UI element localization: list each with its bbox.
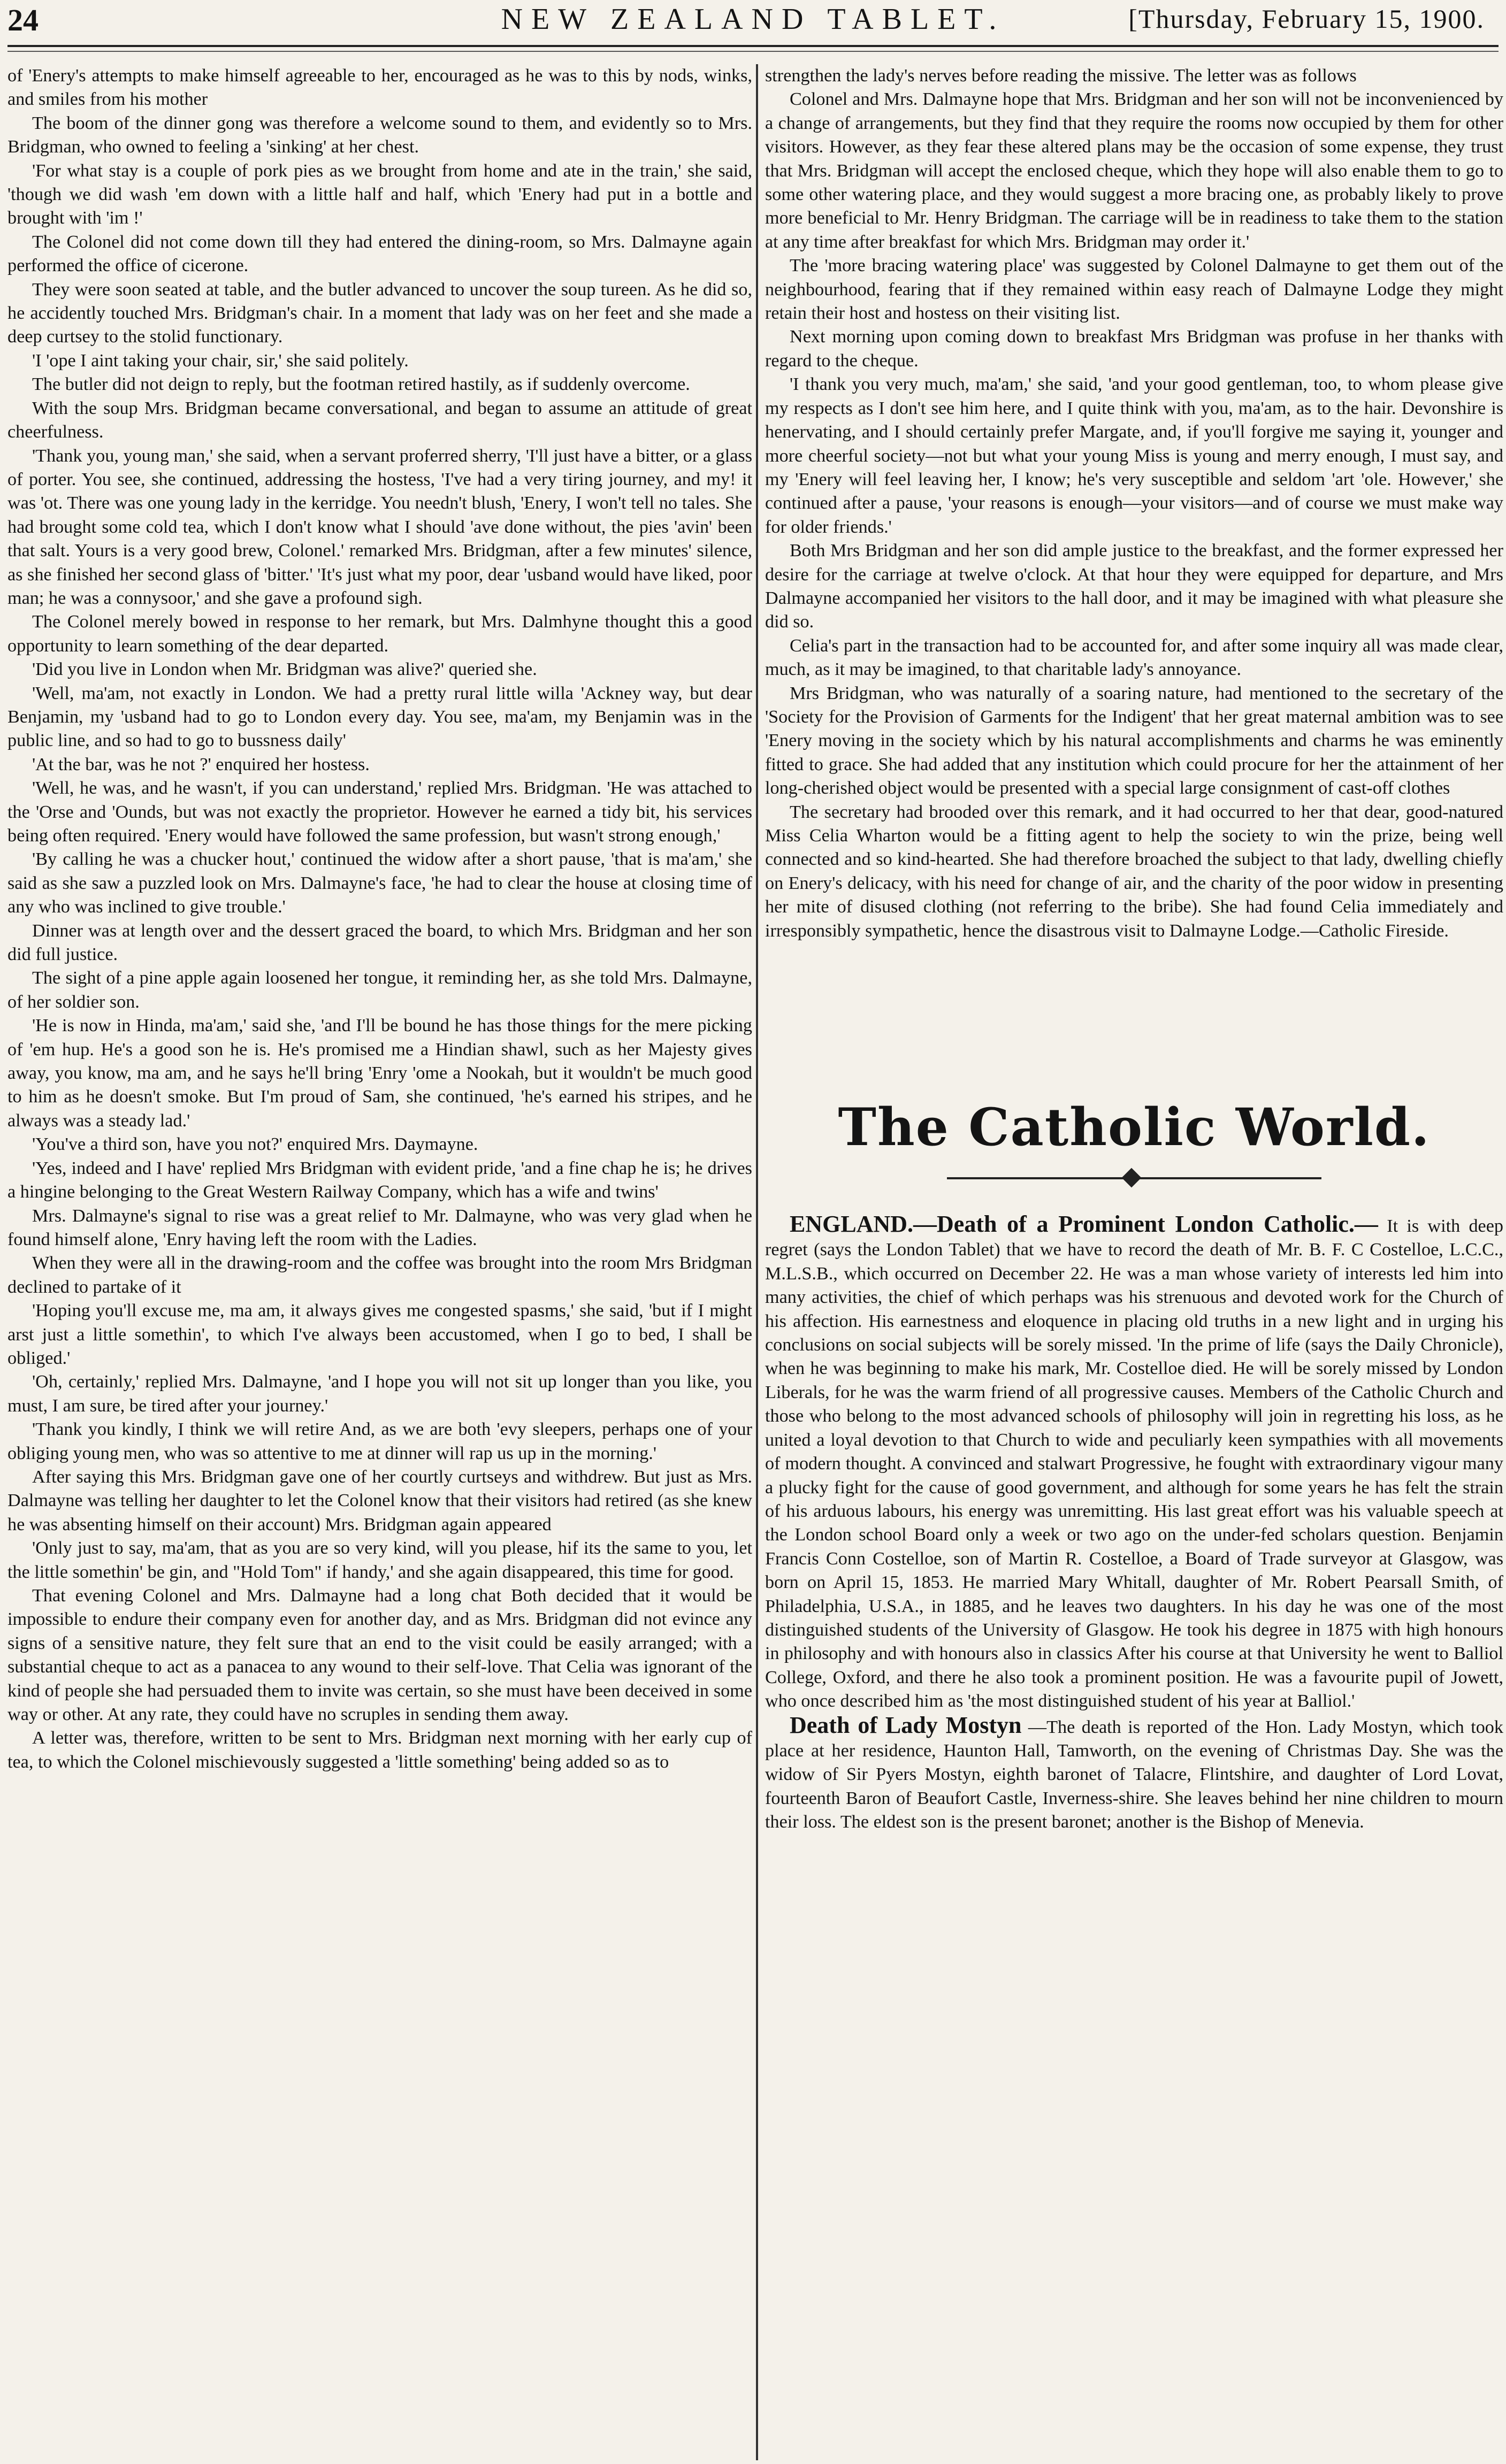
issue-date: [Thursday, February 15, 1900.	[1128, 4, 1485, 34]
paragraph: The boom of the dinner gong was therefore a welcome sound to them, and evidently so to Mrs. Bridgman, who owned to feeling a 'sinking' at her chest.	[7, 113, 752, 157]
header-rule	[7, 45, 1499, 47]
paragraph: The Colonel merely bowed in response to her remark, but Mrs. Dalmhyne thought this a good opportunity to learn something of the dear departed.	[7, 612, 752, 656]
diamond-icon	[1122, 1168, 1142, 1188]
paragraph: 'Yes, indeed and I have' replied Mrs Bridgman with evident pride, 'and a fine chap he is; he drives a hingine belonging to the Great Western Railway Company, which has a wife and twins'	[7, 1158, 752, 1202]
paragraph: The sight of a pine apple again loosened her tongue, it reminding her, as she told Mrs. Dalmayne, of her soldier son.	[7, 968, 752, 1012]
page-header	[0, 0, 1506, 49]
paragraph: 'Thank you kindly, I think we will retire And, as we are both 'evy sleepers, perhaps one of your obliging young men, who was so attentive to me at dinner will rap us up in the morning.'	[7, 1419, 752, 1463]
paragraph: The 'more bracing watering place' was suggested by Colonel Dalmayne to get them out of the neighbourhood, fearing that if they remained within easy reach of Dalmayne Lodge they might retain their host and hostess on their visiting list.	[765, 256, 1503, 324]
news-text: It is with deep regret (says the London Tablet) that we have to record the death of Mr. B. F. C Costelloe, L.C.C., M.L.S.B., which occurred on December 22. He was a man whose variety of interests led him into many activities, the chief of which perhaps was his strenuous and devoted work for the Church of his affection. His earnestness and eloquence in placing old truths in a new light and in urging his conclusions on social subjects will be sorely missed. 'In the prime of life (says the Daily Chronicle), when he was beginning to make his mark, Mr. Costelloe died. He will be sorely missed by London Liberals, for he was the warm friend of all progressive causes. Members of the Catholic Church and those who belong to the most advanced schools of philosophy will join in regretting his loss, as he united a loyal devotion to that Church to wide and peculiarly keen sympathies with all movements of modern thought. A convinced and stalwart Progressive, he fought with extraordinary vigour many a plucky fight for the cause of good government, and although for some years he has felt the strain of his arduous labours, his energy was unremitting. His last great effort was his valuable speech at the London school Board only a week or two ago on the under-fed scholars question. Benjamin Francis Conn Costelloe, son of Martin R. Costelloe, a Board of Trade surveyor at Glasgow, was born on April 15, 1853. He married Mary Whitall, daughter of Mr. Robert Pearsall Smith, of Philadelphia, U.S.A., in 1885, and he leaves two daughters. In his day he was one of the most distinguished students of the University of Glasgow. He took his degree in 1875 with high honours in philosophy and with honours also in classics After his course at that University he went to Balliol College, Oxford, and there he also took a prominent position. He was a favourite pupil of Jowett, who once described him as 'the most distinguished student of his year at Balliol.'	[765, 1216, 1503, 1711]
heading-ornament	[765, 1168, 1503, 1189]
masthead-title: NEW ZEALAND TABLET.	[501, 3, 1005, 36]
paragraph: 'He is now in Hinda, ma'am,' said she, 'and I'll be bound he has those things for the mere picking of 'em hup. He's a good son he is. He's promised me a Hindian shawl, such as her Majesty gives away, you know, ma am, and he says he'll bring 'Enry 'ome a Nookah, but it wouldn't be much good to him as he doesn't smoke. But I'm proud of Sam, she continued, 'he's earned his stripes, and he always was a steady lad.'	[7, 1016, 752, 1131]
paragraph: The butler did not deign to reply, but the footman retired hastily, as if suddenly overcome.	[32, 374, 690, 395]
paragraph: When they were all in the drawing-room and the coffee was brought into the room Mrs Bridgman declined to partake of it	[7, 1253, 752, 1297]
paragraph: 'Did you live in London when Mr. Bridgman was alive?' queried she.	[32, 659, 537, 680]
paragraph: strengthen the lady's nerves before reading the missive. The letter was as follows	[765, 66, 1357, 86]
page-number: 24	[7, 3, 39, 37]
paragraph: A letter was, therefore, written to be sent to Mrs. Bridgman next morning with her early cup of tea, to which the Colonel mischievously suggested a 'little something' being added so as to	[7, 1728, 752, 1772]
paragraph: Colonel and Mrs. Dalmayne hope that Mrs. Bridgman and her son will not be inconvenienced by a change of arrangements, but they find that they require the rooms now occupied by them for other visitors. However, as they fear these altered plans may be the occasion of some expense, they trust that Mrs. Bridgman will accept the enclosed cheque, which they hope will also enable them to go to some other watering place, and they would suggest a more bracing one, as probably likely to prove more beneficial to Mr. Henry Bridgman. The carriage will be in readiness to take them to the station at any time after breakfast for which Mrs. Bridgman may order it.'	[765, 89, 1503, 252]
paragraph: 'Hoping you'll excuse me, ma am, it always gives me congested spasms,' she said, 'but if I might arst just a little somethin', to which I've always been accustomed, when I go to bed, I shall be obliged.'	[7, 1301, 752, 1368]
paragraph: Celia's part in the transaction had to be accounted for, and after some inquiry all was made clear, much, as it may be imagined, to that charitable lady's annoyance.	[765, 635, 1503, 680]
paragraph: 'You've a third son, have you not?' enquired Mrs. Daymayne.	[32, 1134, 478, 1155]
paragraph: The secretary had brooded over this remark, and it had occurred to her that dear, good-natured Miss Celia Wharton would be a fitting agent to help the society to win the prize, being well connected and so kind-hearted. She had therefore broached the subject to that lady, dwelling chiefly on Enery's delicacy, with his need for change of air, and the charity of the poor widow in presenting her mite of disused clothing (not referring to the bribe). She had found Celia immediately and irresponsibly sympathetic, hence the disastrous visit to Dalmayne Lodge.—Catholic Fireside.	[765, 802, 1503, 941]
paragraph: 'Well, he was, and he wasn't, if you can understand,' replied Mrs. Bridgman. 'He was attached to the 'Orse and 'Ounds, but was not exactly the proprietor. However he earned a tidy bit, his services being often required. 'Enery would have followed the same profession, but wasn't strong enough,'	[7, 778, 752, 846]
paragraph: 'For what stay is a couple of pork pies as we brought from home and ate in the train,' she said, 'though we did wash 'em down with a little half and half, which 'Enery had put in a bottle and brought with 'im !'	[7, 160, 752, 228]
header-rule-thin	[7, 51, 1499, 52]
paragraph: Mrs. Dalmayne's signal to rise was a great relief to Mr. Dalmayne, who was very glad when he found himself alone, 'Enry having left the room with the Ladies.	[7, 1206, 752, 1249]
paragraph: 'I thank you very much, ma'am,' she said, 'and your good gentleman, too, to whom please give my respects as I don't see him here, and I quite think with you, ma'am, as to the hair. Devonshire is henervating, and I should certainly prefer Margate, and, if you'll forgive me saying it, younger and more cheerful society—not but what your young Miss is young and merry enough, I must say, and my 'Enery will feel leaving her, I know; he's very susceptible and seldom 'art 'ole. However,' she continued after a pause, 'your reasons is enough—your visitors—and of course we must make way for older friends.'	[765, 374, 1503, 537]
section-heading: The Catholic World.	[838, 1097, 1431, 1158]
news-item-mostyn	[765, 1711, 1503, 1834]
paragraph: Next morning upon coming down to breakfast Mrs Bridgman was profuse in her thanks with regard to the cheque.	[765, 327, 1503, 371]
paragraph: They were soon seated at table, and the butler advanced to uncover the soup tureen. As he did so, he accidently touched Mrs. Bridgman's chair. In a moment that lady was on her feet and she made a deep curtsey to the stolid functionary.	[7, 279, 752, 347]
news-item-england	[765, 1212, 1503, 1714]
paragraph: Mrs Bridgman, who was naturally of a soaring nature, had mentioned to the secretary of the 'Society for the Provision of Garments for the Indigent' that her great maternal ambition was to see 'Enery moving in the society which by his natural accomplishments and charms he was eminently fitted to grace. She had added that any institution which could procure for her the attainment of her long-cherished object would be presented with a special large consignment of cast-off clothes	[765, 683, 1503, 799]
run-in-heading: Death of Lady Mostyn	[790, 1711, 1022, 1738]
paragraph: 'Oh, certainly,' replied Mrs. Dalmayne, 'and I hope you will not sit up longer than you like, you must, I am sure, be tired after your journey.'	[7, 1372, 752, 1416]
paragraph: 'I 'ope I aint taking your chair, sir,' she said politely.	[32, 350, 409, 371]
paragraph: 'Well, ma'am, not exactly in London. We had a pretty rural little willa 'Ackney way, but dear Benjamin, my 'usband had to go to London every day. You see, ma'am, my Benjamin was in the public line, and so had to go to bussness daily'	[7, 683, 752, 751]
paragraph: That evening Colonel and Mrs. Dalmayne had a long chat Both decided that it would be impossible to endure their company even for another day, and as Mrs. Bridgman did not evince any signs of a sensitive nature, they felt sure that an end to the visit could be easily arranged; with a substantial cheque to act as a panacea to any wound to their self-love. That Celia was ignorant of the kind of people she had persuaded them to invite was certain, so she must have been deceived in some way or other. At any rate, they could have no scruples in sending them away.	[7, 1586, 752, 1725]
paragraph: 'Only just to say, ma'am, that as you are so very kind, will you please, hif its the same to you, let the little somethin' be gin, and "Hold Tom" if handy,' and she again disappeared, this time for good.	[7, 1538, 752, 1582]
news-text: —The death is reported of the Hon. Lady Mostyn, which took place at her residence, Haunton Hall, Tamworth, on the evening of Christmas Day. She was the widow of Sir Pyers Mostyn, eighth baronet of Talacre, Flintshire, and daughter of Lord Lovat, fourteenth Baron of Beaufort Castle, Inverness-shire. She leaves behind her nine children to mourn their loss. The eldest son is the present baronet; another is the Bishop of Menevia.	[765, 1717, 1503, 1832]
paragraph: 'At the bar, was he not ?' enquired her hostess.	[32, 754, 370, 774]
paragraph: After saying this Mrs. Bridgman gave one of her courtly curtseys and withdrew. But just as Mrs. Dalmayne was telling her daughter to let the Colonel know that their visitors had retired (as she knew he was absenting himself on their account) Mrs. Bridgman again appeared	[7, 1467, 752, 1534]
right-column	[765, 64, 1503, 2460]
paragraph: The Colonel did not come down till they had entered the dining-room, so Mrs. Dalmayne again performed the office of cicerone.	[7, 232, 752, 276]
paragraph: Both Mrs Bridgman and her son did ample justice to the breakfast, and the former expressed her desire for the carriage at twelve o'clock. At that hour they were equipped for departure, and Mrs Dalmayne accompanied her visitors to the hall door, and it may be imagined with what pleasure she did so.	[765, 541, 1503, 632]
paragraph: 'By calling he was a chucker hout,' continued the widow after a short pause, 'that is ma'am,' she said as she saw a puzzled look on Mrs. Dalmayne's face, 'he had to clear the house at closing time of any who was inclined to give trouble.'	[7, 849, 752, 917]
section-spacer	[765, 943, 1503, 1077]
paragraph: With the soup Mrs. Bridgman became conversational, and began to assume an attitude of great cheerfulness.	[7, 398, 752, 442]
paragraph: Dinner was at length over and the dessert graced the board, to which Mrs. Bridgman and her son did full justice.	[7, 920, 752, 965]
run-in-heading: ENGLAND.—Death of a Prominent London Catholic.—	[790, 1211, 1378, 1238]
paragraph: 'Thank you, young man,' she said, when a servant proferred sherry, 'I'll just have a bitter, or a glass of porter. You see, she continued, addressing the hostess, 'I've had a very tiring journey, and my! it was 'ot. There was one young lady in the kerridge. You needn't blush, 'Enery, I won't tell no tales. She had brought some cold tea, which I don't know what I should 'ave done without, the pies 'avin' been that salt. Yours is a very good brew, Colonel.' remarked Mrs. Bridgman, after a few minutes' silence, as she finished her second glass of 'bitter.' 'It's just what my poor, dear 'usband would have liked, poor man; he was a connysoor,' and she gave a profound sigh.	[7, 446, 752, 608]
left-column	[7, 64, 752, 2460]
column-divider	[756, 64, 758, 2460]
paragraph: of 'Enery's attempts to make himself agreeable to her, encouraged as he was to this by nods, winks, and smiles from his mother	[7, 66, 752, 110]
